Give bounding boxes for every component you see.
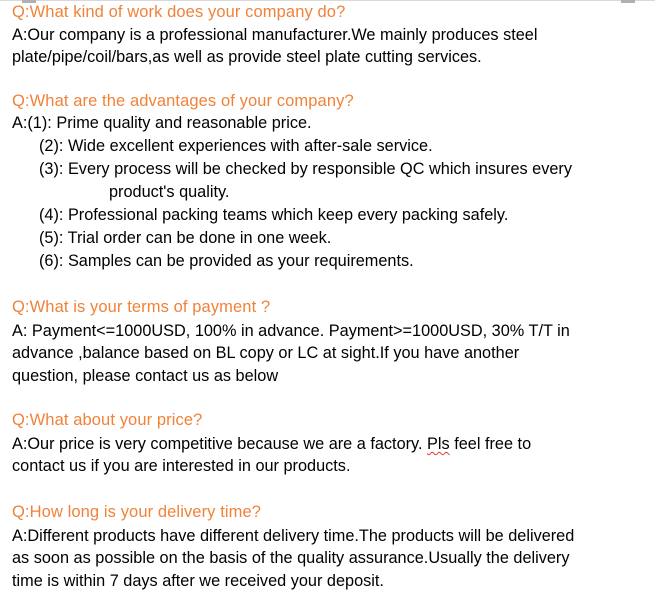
- answer-line: plate/pipe/coil/bars,as well as provide steel plate cutting services.: [12, 48, 482, 67]
- answer-line: contact us if you are interested in our products.: [12, 457, 351, 476]
- answer-line: A:Our company is a professional manufacturer.We mainly produces steel: [12, 26, 538, 44]
- spellcheck-word: Pls: [427, 435, 450, 453]
- faq-answer: [12, 24, 642, 69]
- faq-answer: [12, 320, 642, 387]
- faq-item-payment: [12, 296, 642, 387]
- list-item: (2): Wide excellent experiences with after-sale service.: [39, 137, 433, 155]
- list-item: A:(1): Prime quality and reasonable price.: [12, 114, 312, 132]
- answer-line: advance ,balance based on BL copy or LC at sight.If you have another: [12, 344, 520, 363]
- faq-question: Q:How long is your delivery time?: [12, 503, 262, 521]
- list-item: (5): Trial order can be done in one week.: [39, 229, 332, 247]
- faq-item-work: [12, 1, 642, 69]
- advantages-list: [12, 112, 642, 273]
- answer-line: feel free to: [454, 435, 532, 453]
- answer-line: as soon as possible on the basis of the quality assurance.Usually the delivery: [12, 549, 570, 568]
- answer-line: A:Different products have different delivery time.The products will be delivered: [12, 527, 575, 545]
- list-item: (6): Samples can be provided as your requirements.: [39, 252, 414, 270]
- list-item: (3): Every process will be checked by responsible QC which insures every: [39, 160, 572, 178]
- faq-item-price: [12, 409, 642, 478]
- faq-question: Q:What about your price?: [12, 411, 203, 429]
- answer-line: A: Payment<=1000USD, 100% in advance. Payment>=1000USD, 30% T/T in: [12, 322, 570, 340]
- faq-item-advantages: [12, 90, 642, 273]
- faq-answer: [12, 525, 642, 592]
- answer-line: question, please contact us as below: [12, 366, 279, 385]
- faq-question: Q:What are the advantages of your company?: [12, 92, 354, 110]
- faq-question: Q:What is your terms of payment ?: [12, 298, 271, 316]
- list-item: (4): Professional packing teams which keep every packing safely.: [39, 206, 509, 224]
- faq-question: Q:What kind of work does your company do?: [12, 3, 346, 21]
- list-item-continuation: product's quality.: [109, 183, 230, 201]
- faq-item-delivery: [12, 501, 642, 592]
- answer-line: time is within 7 days after we received your deposit.: [12, 571, 384, 590]
- faq-answer: [12, 433, 642, 478]
- answer-line: A:Our price is very competitive because we are a factory.: [12, 435, 423, 453]
